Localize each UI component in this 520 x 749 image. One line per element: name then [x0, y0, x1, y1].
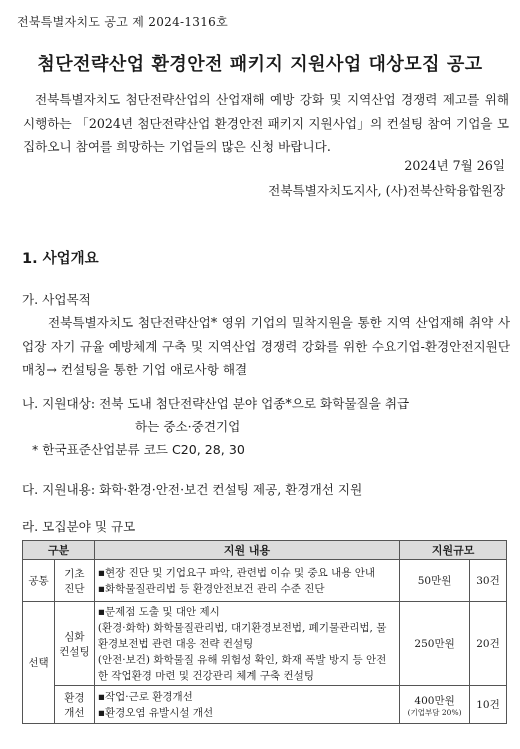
scope-line: 라. 모집분야 및 규모	[22, 519, 136, 534]
header-content: 지원 내용	[94, 541, 399, 560]
target-footnote: * 한국표준산업분류 코드 C20, 28, 30	[32, 442, 245, 457]
content-item: ▪현장 진단 및 기업요구 파악, 관련법 이슈 및 중요 내용 안내	[97, 566, 376, 579]
subcategory-line: 컨설팅	[59, 645, 90, 658]
content-item: ▪환경오염 유발시설 개선	[97, 706, 214, 719]
scope-table	[22, 540, 507, 724]
notice-number: 전북특별자치도 공고 제 2024-1316호	[17, 15, 228, 29]
target-continuation: 하는 중소·중견기업	[135, 419, 241, 434]
subcategory-cell	[54, 602, 94, 686]
group-cell: 선택	[23, 602, 55, 724]
subcategory-line: 심화	[64, 630, 85, 643]
content-cell	[94, 686, 399, 724]
amount-note: (기업부담 20%)	[407, 707, 462, 717]
content-item: (안전·보건) 화학물질 유해 위험성 확인, 화재 폭발 방지 등 안전한 작업환경 마련 및 건강관리 체계 구축 컨설팅	[97, 653, 387, 682]
amount-cell	[400, 686, 470, 724]
count-cell: 30건	[470, 560, 507, 602]
subcategory-cell	[54, 686, 94, 724]
subcategory-cell	[54, 560, 94, 602]
content-cell	[94, 560, 399, 602]
table-header-row	[23, 541, 507, 560]
target-line: 나. 지원대상: 전북 도내 첨단전략산업 분야 업종*으로 화학물질을 취급	[22, 396, 410, 411]
content-item: ▪작업·근로 환경개선	[97, 690, 193, 703]
content-cell	[94, 602, 399, 686]
table-row	[23, 560, 507, 602]
header-scale: 지원규모	[400, 541, 507, 560]
amount-value: 400만원	[414, 694, 455, 707]
group-cell: 공통	[23, 560, 55, 602]
table-row	[23, 602, 507, 686]
table-row	[23, 686, 507, 724]
document-title: 첨단전략산업 환경안전 패키지 지원사업 대상모집 공고	[37, 54, 483, 75]
content-line: 다. 지원내용: 화학·환경·안전·보건 컨설팅 제공, 환경개선 지원	[22, 482, 363, 497]
purpose-heading: 가. 사업목적	[22, 292, 91, 307]
notice-date: 2024년 7월 26일	[404, 158, 505, 173]
amount-cell: 50만원	[400, 560, 470, 602]
count-cell: 20건	[470, 602, 507, 686]
content-item: ▪문제점 도출 및 대안 제시	[97, 605, 220, 618]
purpose-paragraph: 전북특별자치도 첨단전략산업* 영위 기업의 밀착지원을 통한 지역 산업재해 취약 사업장 자기 규율 예방체계 구축 및 지역산업 경쟁력 강화를 위한 수요기업-환경안전지원단 매칭→ 컨설팅을 통한 기업 애로사항 해결	[22, 315, 510, 377]
subcategory-line: 진단	[64, 582, 85, 595]
subcategory-line: 기초	[64, 567, 85, 580]
content-item: (환경·화학) 화학물질관리법, 대기환경보전법, 폐기물관리법, 물환경보전법 관련 대응 전략 컨설팅	[97, 621, 387, 650]
section-heading: 1. 사업개요	[22, 251, 99, 267]
intro-paragraph: 전북특별자치도 첨단전략산업의 산업재해 예방 강화 및 지역산업 경쟁력 제고를 위해 시행하는 「2024년 첨단전략산업 환경안전 패키지 지원사업」의 컨설팅 참여 기업을 모집하오니 참여를 희망하는 기업들의 많은 신청 바랍니다.	[23, 92, 509, 154]
header-category: 구분	[23, 541, 95, 560]
amount-cell: 250만원	[400, 602, 470, 686]
subcategory-line: 개선	[64, 706, 85, 719]
count-cell: 10건	[470, 686, 507, 724]
subcategory-line: 환경	[64, 691, 85, 704]
signer: 전북특별자치도지사, (사)전북산학융합원장	[268, 183, 505, 198]
content-item: ▪화학물질관리법 등 환경안전보건 관리 수준 진단	[97, 582, 325, 595]
